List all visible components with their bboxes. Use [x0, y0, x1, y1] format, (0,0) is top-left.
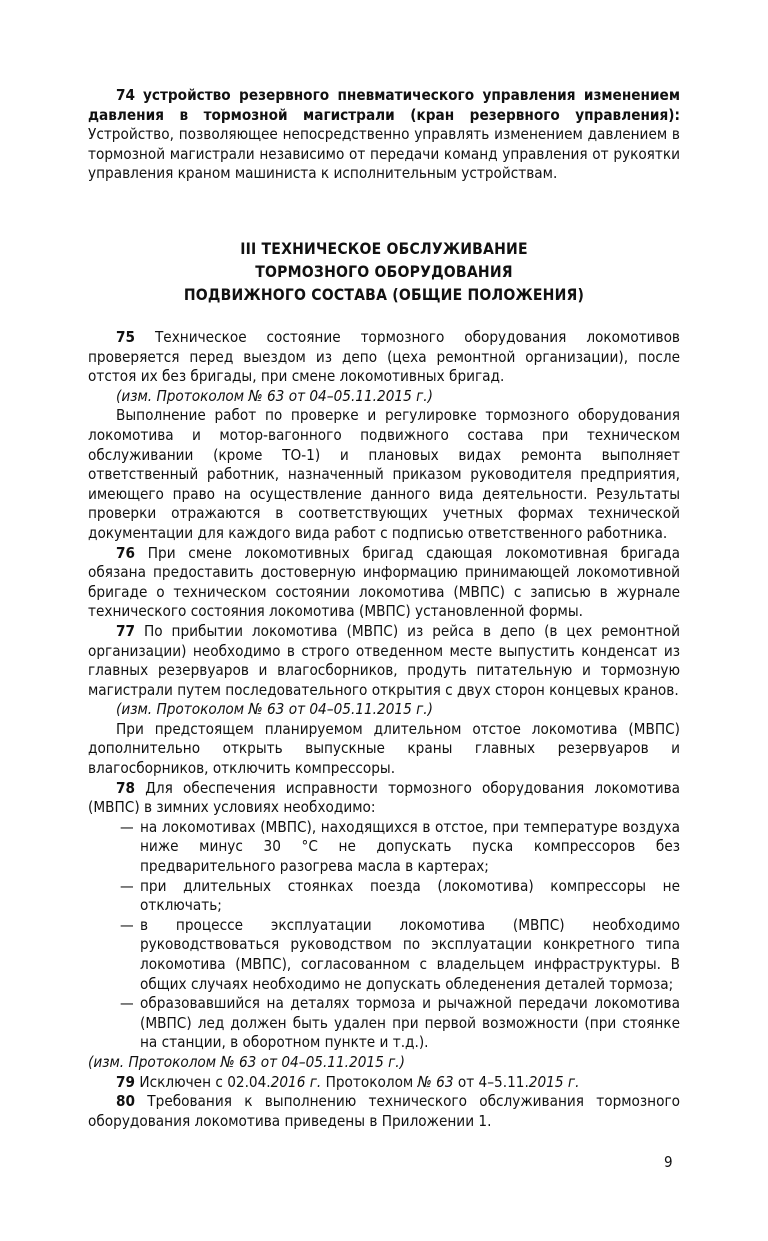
paragraph-79: 79 Исключен с 02.04.2016 г. Протоколом № 63 от 4–5.11.2015 г. — [116, 1072, 580, 1091]
list-item: — образовавшийся на деталях тормоза и рычажной передачи локомотива (МВПС) лед должен быть удален при первой возможности (при стоянке на станции, в оборотном пункте и т.д.). — [88, 994, 680, 1053]
paragraph-number: 76 — [116, 543, 136, 562]
list-item: — при длительных стоянках поезда (локомотива) компрессоры не отключать; — [88, 877, 680, 916]
list-item: — в процессе эксплуатации локомотива (МВПС) необходимо руководствоваться руководством по эксплуатации конкретного типа локомотива (МВПС), согласованном с владельцем инфраструктуры. В общих случаях необходимо не допускать обледенения деталей тормоза; — [88, 916, 680, 994]
amendment-note: (изм. Протоколом № 63 от 04–05.11.2015 г.) — [116, 700, 433, 719]
amendment-note: (изм. Протоколом № 63 от 04–05.11.2015 г.) — [116, 386, 433, 405]
paragraph-number: 77 — [116, 621, 136, 640]
amendment-note: (изм. Протоколом № 63 от 04–05.11.2015 г.) — [88, 1052, 405, 1071]
term-title: устройство резервного пневматического управления изменением давления в тормозной магистрали (кран резервного управления): — [88, 86, 680, 124]
paragraph-text: Требования к выполнению технического обслуживания тормозного оборудования локомотива приведены в Приложении 1. — [88, 1092, 681, 1130]
paragraph-number: 79 — [116, 1072, 136, 1091]
heading-line-1: III ТЕХНИЧЕСКОЕ ОБСЛУЖИВАНИЕ — [240, 240, 528, 258]
paragraph-number: 80 — [116, 1092, 136, 1111]
paragraph-80 — [88, 1092, 680, 1131]
list-item: — на локомотивах (МВПС), находящихся в отстое, при температуре воздуха ниже минус 30 °С не допускать пуска компрессоров без предварительного разогрева масла в картерах; — [88, 818, 680, 877]
heading-line-2: ТОРМОЗНОГО ОБОРУДОВАНИЯ — [255, 263, 513, 281]
section-74 — [88, 86, 680, 184]
requirements-list — [88, 818, 680, 1053]
paragraph-75-cont: Выполнение работ по проверке и регулировке тормозного оборудования локомотива и мотор-вагонного подвижного состава при техническом обслуживании (кроме ТО-1) и плановых видах ремонта выполняет ответственный работник, назначенный приказом руководителя предприятия, имеющего право на осуществление данного вида деятельности. Результаты проверки отражаются в соответствующих учетных формах технической документации для каждого вида работ с подписью ответственного работника. — [88, 406, 680, 542]
page-number: 9 — [664, 1153, 673, 1171]
paragraph-78 — [88, 779, 680, 818]
paragraph-number: 75 — [116, 328, 136, 346]
section-number: 74 — [116, 86, 136, 104]
paragraph-text: Для обеспечения исправности тормозного оборудования локомотива (МВПС) в зимних условиях необходимо: — [88, 778, 680, 817]
paragraph-text: По прибытии локомотива (МВПС) из рейса в депо (в цех ремонтной организации) необходимо в строго отведенном месте выпустить конденсат из главных резервуаров и влагосборников, продуть питательную и тормозную магистрали путем последовательного открытия с двух сторон концевых кранов. — [88, 621, 680, 699]
paragraph-number: 78 — [116, 778, 136, 797]
paragraph-75 — [88, 328, 680, 387]
term-definition: Устройство, позволяющее непосредственно управлять изменением давлением в тормозной магистрали независимо от передачи команд управления от рукоятки управления краном машиниста к исполнительным устройствам. — [88, 125, 680, 183]
paragraph-74 — [88, 86, 680, 184]
paragraph-text: Техническое состояние тормозного оборудования локомотивов проверяется перед выездом из депо (цеха ремонтной организации), после отстоя их без бригады, при смене локомотивных бригад. — [88, 328, 680, 386]
paragraph-77-cont: При предстоящем планируемом длительном отстое локомотива (МВПС) дополнительно открыть выпускные краны главных резервуаров и влагосборников, отключить компрессоры. — [88, 719, 680, 778]
section-heading — [88, 238, 680, 307]
paragraph-77 — [88, 622, 680, 700]
paragraph-text: При смене локомотивных бригад сдающая локомотивная бригада обязана предоставить достоверную информацию принимающей локомотивной бригаде о техническом состоянии локомотива (МВПС) с записью в журнале технического состояния локомотива (МВПС) установленной формы. — [88, 543, 680, 621]
body-text — [88, 328, 680, 1131]
heading-line-3: ПОДВИЖНОГО СОСТАВА (ОБЩИЕ ПОЛОЖЕНИЯ) — [183, 286, 585, 304]
paragraph-76 — [88, 544, 680, 622]
